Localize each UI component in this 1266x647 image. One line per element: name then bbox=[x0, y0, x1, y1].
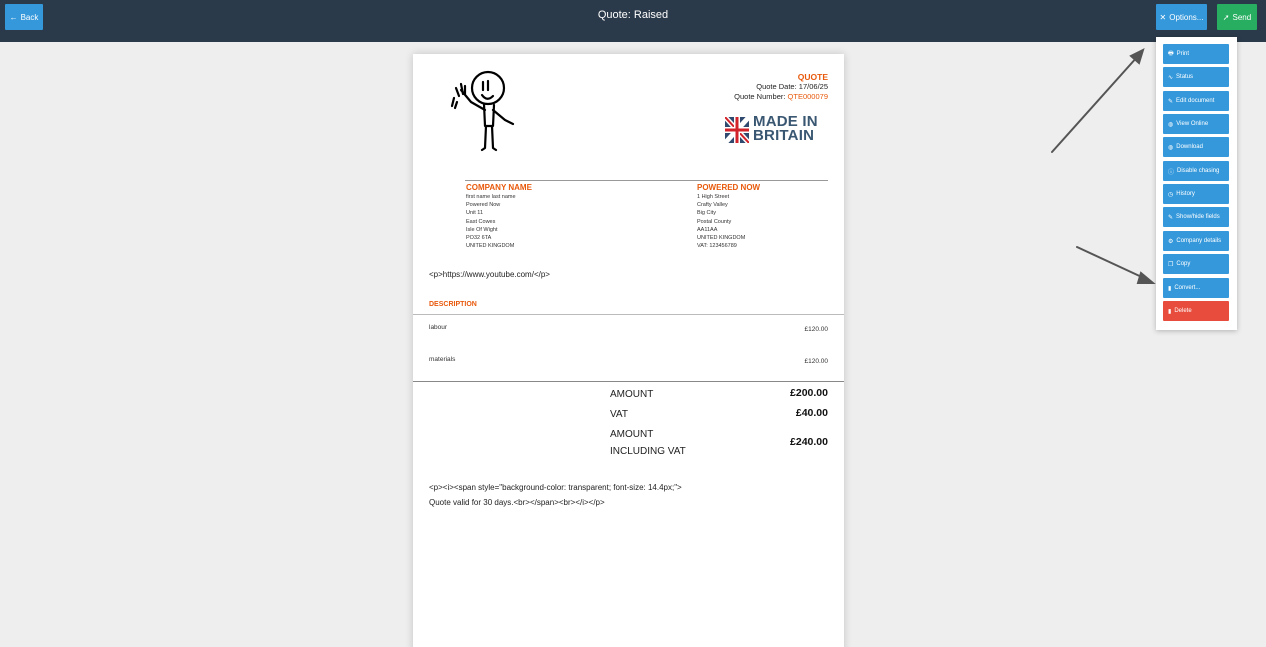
items-divider bbox=[413, 381, 844, 382]
amount-incl-vat-value: £240.00 bbox=[790, 436, 828, 448]
company-heading: COMPANY NAME bbox=[466, 183, 532, 192]
vat-value: £40.00 bbox=[795, 407, 828, 419]
menu-item-label: View Online bbox=[1176, 121, 1209, 127]
file-icon: ▮ bbox=[1168, 285, 1172, 292]
badge-line-1: MADE IN bbox=[753, 113, 818, 130]
address-line: UNITED KINGDOM bbox=[697, 235, 746, 242]
customer-heading: POWERED NOW bbox=[697, 183, 761, 192]
amount-label: AMOUNT bbox=[610, 389, 654, 400]
menu-item-copy[interactable] bbox=[1163, 254, 1229, 274]
options-dropdown bbox=[1156, 37, 1237, 330]
address-line: Postal County bbox=[697, 218, 732, 225]
quote-number-line bbox=[734, 92, 828, 102]
options-button[interactable] bbox=[1156, 4, 1207, 30]
address-line: 1 High Street bbox=[697, 194, 730, 200]
globe-icon: ◍ bbox=[1168, 121, 1174, 128]
menu-item-status[interactable] bbox=[1163, 67, 1229, 87]
company-address bbox=[466, 183, 532, 250]
quote-heading: QUOTE bbox=[797, 72, 828, 82]
page-title: Quote: Raised bbox=[597, 9, 669, 21]
stick-figure-logo bbox=[449, 68, 519, 154]
menu-item-view-online[interactable] bbox=[1163, 114, 1229, 134]
gear-icon: ⚙ bbox=[1168, 238, 1174, 245]
address-line: Isle Of Wight bbox=[466, 226, 498, 233]
arrow-to-convert-line bbox=[1077, 247, 1146, 279]
arrow-to-print-head bbox=[1131, 50, 1143, 63]
menu-item-print[interactable] bbox=[1163, 44, 1229, 64]
send-button[interactable] bbox=[1217, 4, 1257, 30]
address-line: Big City bbox=[697, 210, 716, 217]
menu-item-history[interactable] bbox=[1163, 184, 1229, 204]
menu-item-company-details[interactable] bbox=[1163, 231, 1229, 251]
amount-incl-vat-label-line-2: INCLUDING VAT bbox=[610, 446, 686, 457]
quote-date-label: Quote Date: bbox=[756, 82, 797, 91]
vat-label: VAT bbox=[610, 409, 628, 420]
menu-item-label: Disable chasing bbox=[1177, 168, 1220, 174]
menu-item-download[interactable] bbox=[1163, 137, 1229, 157]
notes-url: <p>https://www.youtube.com/</p> bbox=[429, 270, 550, 279]
pencil-icon: ✎ bbox=[1168, 98, 1174, 105]
menu-item-label: Edit document bbox=[1176, 98, 1215, 104]
menu-item-delete[interactable] bbox=[1163, 301, 1229, 321]
customer-address bbox=[697, 183, 760, 250]
address-line: Powered Now bbox=[466, 202, 501, 209]
union-flag-icon bbox=[725, 117, 749, 143]
amount-value: £200.00 bbox=[790, 387, 828, 399]
arrow-to-convert-head bbox=[1138, 273, 1153, 283]
line-item-description: materials bbox=[429, 356, 456, 363]
quote-date-line bbox=[734, 82, 828, 92]
footer-notes bbox=[429, 480, 682, 510]
menu-item-disable-chasing[interactable] bbox=[1163, 161, 1229, 181]
address-line: first name last name bbox=[466, 194, 516, 200]
header-divider bbox=[465, 180, 828, 181]
menu-item-label: Delete bbox=[1174, 308, 1192, 314]
menu-item-label: Copy bbox=[1176, 261, 1191, 267]
options-button-label: Options... bbox=[1169, 12, 1204, 22]
menu-item-show-hide-fields[interactable] bbox=[1163, 207, 1229, 227]
printer-icon: 🖶 bbox=[1168, 51, 1174, 57]
description-label: DESCRIPTION bbox=[429, 301, 477, 308]
address-line: Crafty Valley bbox=[697, 202, 728, 209]
arrow-to-print-line bbox=[1052, 56, 1138, 152]
menu-item-label: Status bbox=[1176, 74, 1194, 80]
address-line: PO32 6TA bbox=[466, 235, 492, 242]
download-icon: ◍ bbox=[1168, 144, 1174, 151]
menu-item-convert[interactable] bbox=[1163, 278, 1229, 298]
description-divider bbox=[413, 314, 844, 315]
quote-header bbox=[734, 72, 828, 102]
paper-plane-icon: ➚ bbox=[1222, 12, 1230, 22]
quote-number: QTE000079 bbox=[787, 92, 828, 101]
line-item-amount: £120.00 bbox=[804, 358, 828, 365]
pencil-icon: ✎ bbox=[1168, 214, 1174, 221]
trash-icon: ▮ bbox=[1168, 308, 1172, 315]
menu-item-edit-document[interactable] bbox=[1163, 91, 1229, 111]
quote-number-label: Quote Number: bbox=[734, 92, 786, 101]
line-item-description: labour bbox=[429, 324, 448, 331]
menu-item-label: Show/hide fields bbox=[1176, 214, 1220, 220]
top-bar bbox=[0, 0, 1266, 42]
menu-item-label: Convert... bbox=[1174, 285, 1201, 291]
made-in-britain-text bbox=[753, 115, 818, 143]
quote-date: 17/06/25 bbox=[798, 82, 828, 91]
arrow-left-icon: ← bbox=[9, 12, 18, 22]
menu-item-label: Download bbox=[1176, 144, 1203, 150]
close-icon: ✕ bbox=[1159, 12, 1167, 22]
footer-line: <p><i><span style="background-color: transparent; font-size: 14.4px;"> bbox=[429, 483, 682, 492]
pulse-icon: ∿ bbox=[1168, 74, 1174, 81]
address-line: Unit 11 bbox=[466, 210, 484, 217]
made-in-britain-badge bbox=[725, 114, 825, 148]
copy-icon: ❐ bbox=[1168, 261, 1174, 268]
info-icon: ⓘ bbox=[1168, 169, 1175, 176]
line-item-amount: £120.00 bbox=[804, 326, 828, 333]
address-line: AA11AA bbox=[697, 226, 718, 233]
amount-incl-vat-label bbox=[610, 426, 686, 460]
menu-item-label: Print bbox=[1176, 51, 1190, 57]
back-button-label: Back bbox=[20, 12, 39, 22]
quote-document bbox=[413, 54, 844, 647]
send-button-label: Send bbox=[1232, 12, 1252, 22]
menu-item-label: History bbox=[1176, 191, 1195, 197]
menu-item-label: Company details bbox=[1176, 238, 1222, 244]
clock-icon: ◷ bbox=[1168, 191, 1174, 198]
address-line: UNITED KINGDOM bbox=[466, 243, 515, 250]
address-line: VAT: 123456789 bbox=[697, 243, 737, 250]
address-line: East Cowes bbox=[466, 218, 496, 225]
amount-incl-vat-label-line-1: AMOUNT bbox=[610, 429, 654, 440]
footer-line: Quote valid for 30 days.<br></span><br></i></p> bbox=[429, 498, 605, 507]
badge-line-2: BRITAIN bbox=[753, 127, 815, 144]
